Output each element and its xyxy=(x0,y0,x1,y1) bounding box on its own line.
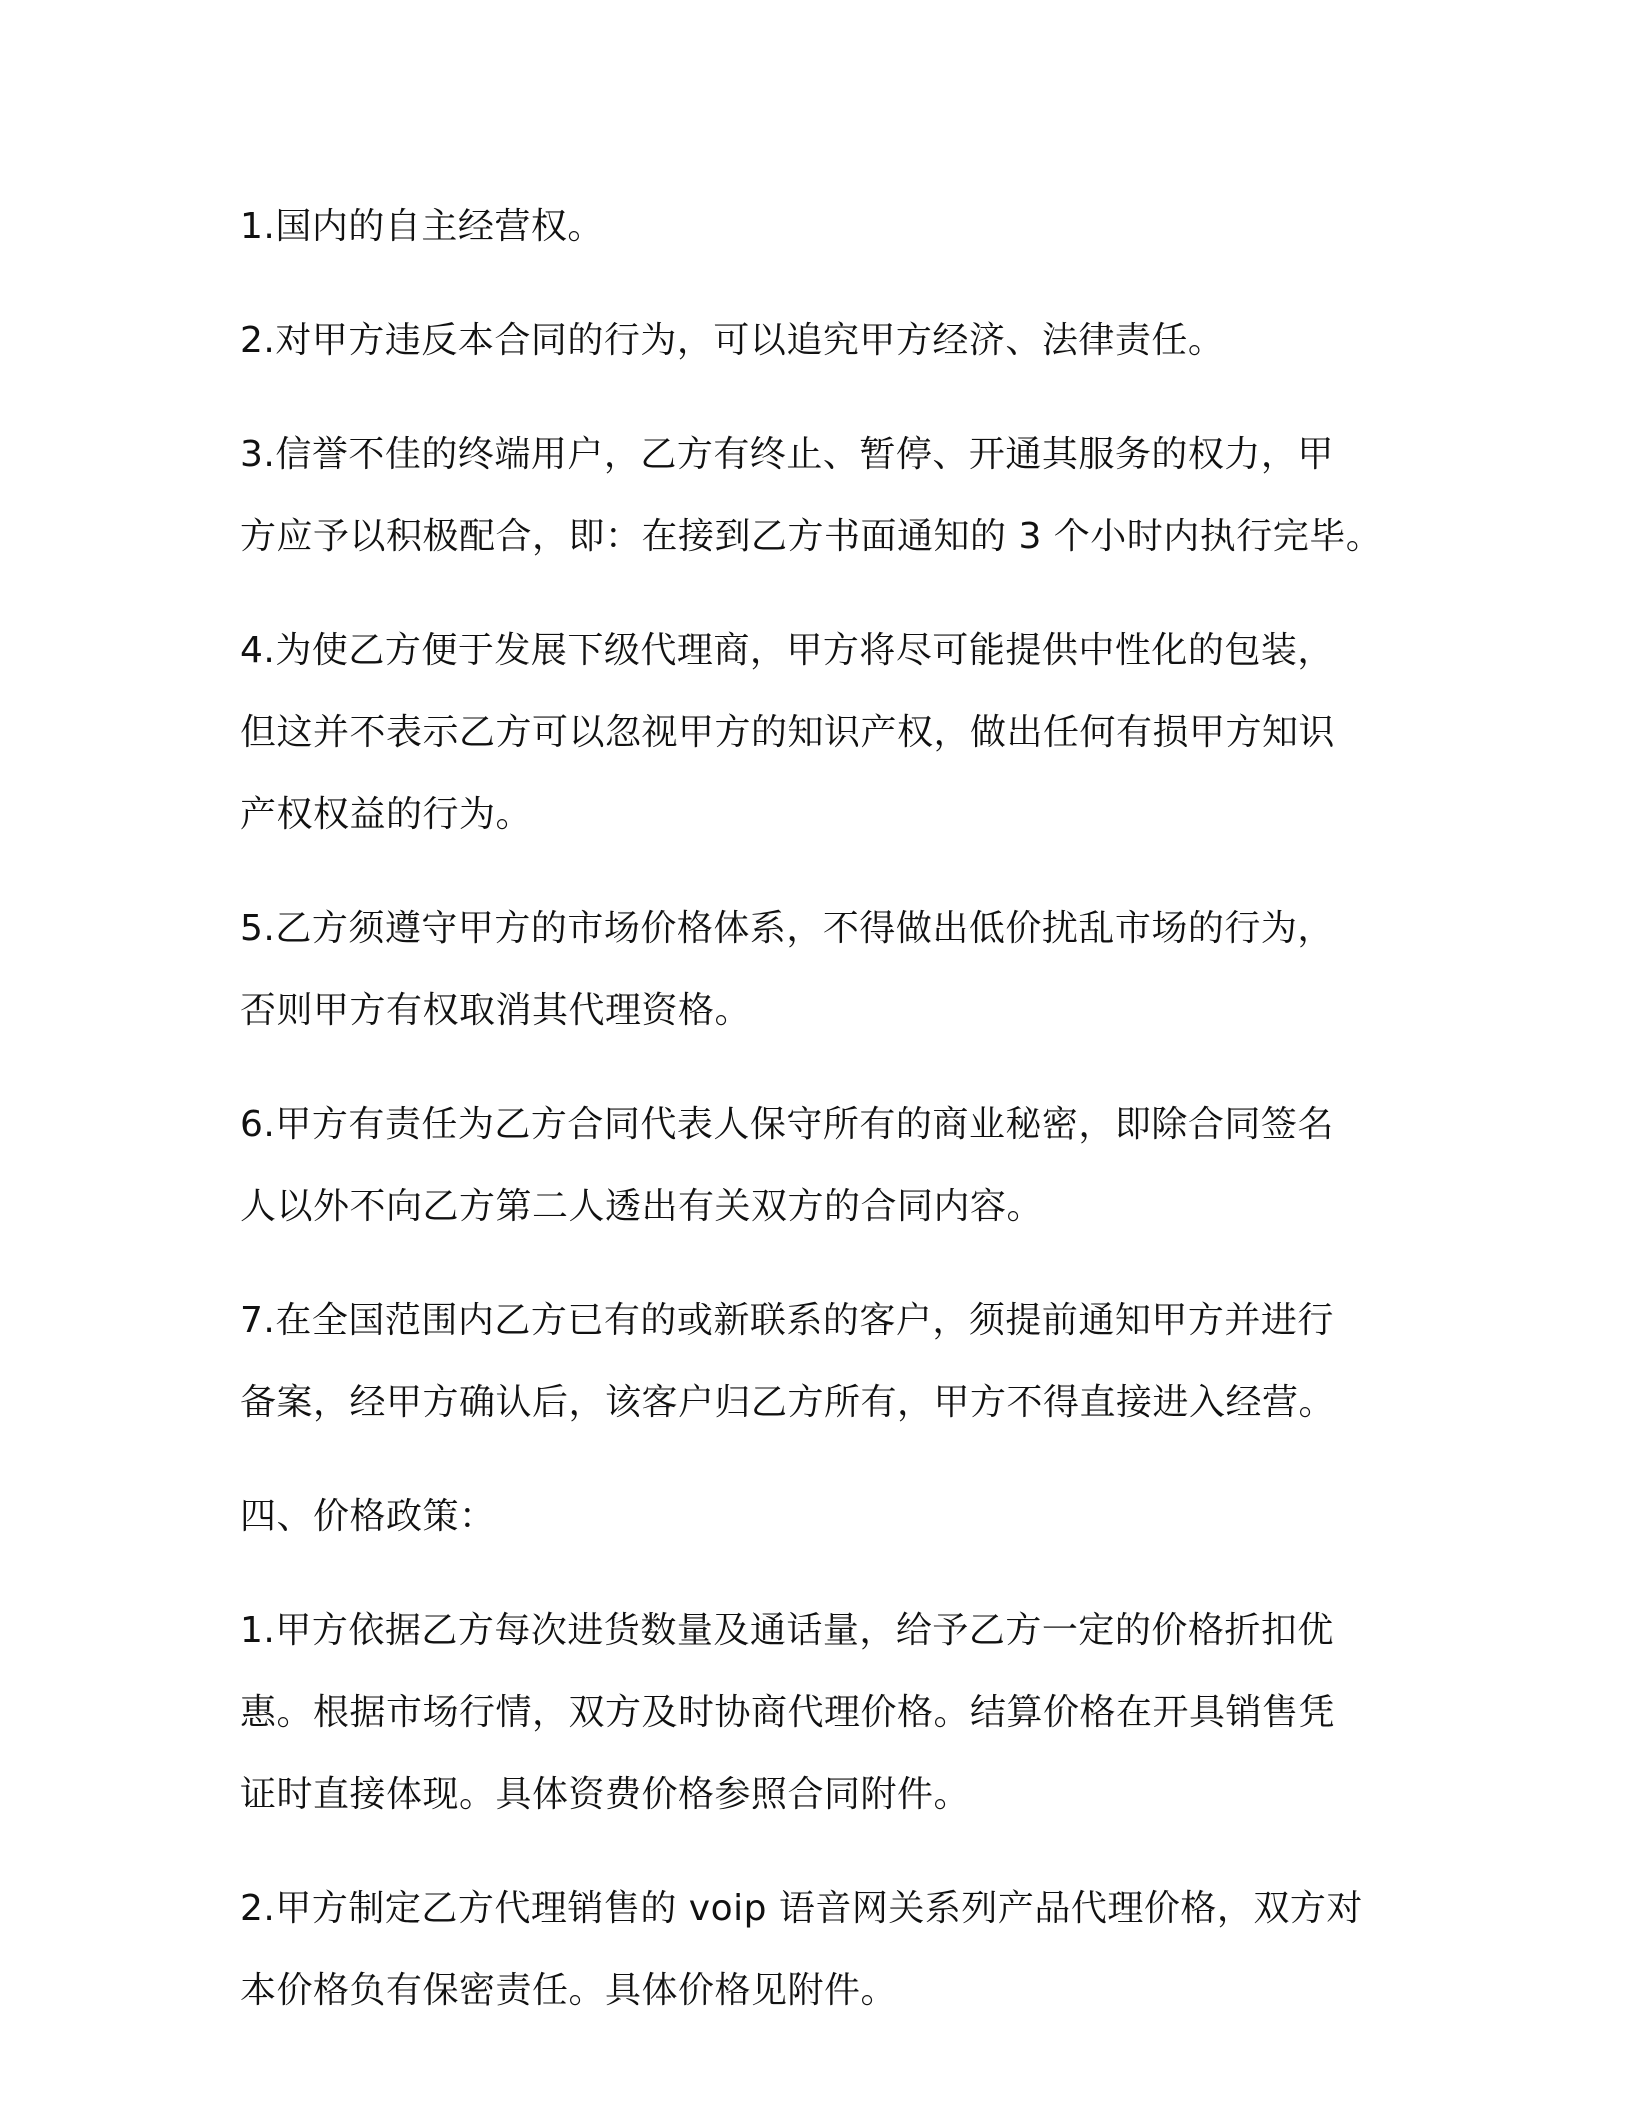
clause-4-line-2: 但这并不表示乙方可以忽视甲方的知识产权，做出任何有损甲方知识 xyxy=(240,712,1336,753)
clause-2-line-1: 2.对甲方违反本合同的行为，可以追究甲方经济、法律责任。 xyxy=(240,320,1225,361)
clause-5-line-2: 否则甲方有权取消其代理资格。 xyxy=(240,990,752,1031)
clause-7-line-2: 备案，经甲方确认后，该客户归乙方所有，甲方不得直接进入经营。 xyxy=(240,1382,1336,1423)
clause-6 xyxy=(240,1084,1400,1248)
clause-4-line-3: 产权权益的行为。 xyxy=(240,794,533,835)
pricing-clause-2-line-1: 2.甲方制定乙方代理销售的 voip 语音网关系列产品代理价格，双方对 xyxy=(240,1888,1363,1929)
pricing-clause-1-line-1: 1.甲方依据乙方每次进货数量及通话量，给予乙方一定的价格折扣优 xyxy=(240,1610,1334,1651)
pricing-clause-1 xyxy=(240,1590,1400,1836)
pricing-clause-2 xyxy=(240,1868,1400,2032)
clause-6-line-1: 6.甲方有责任为乙方合同代表人保守所有的商业秘密，即除合同签名 xyxy=(240,1104,1334,1145)
clause-6-line-2: 人以外不向乙方第二人透出有关双方的合同内容。 xyxy=(240,1186,1044,1227)
clause-5-line-1: 5.乙方须遵守甲方的市场价格体系，不得做出低价扰乱市场的行为， xyxy=(240,908,1334,949)
clause-7 xyxy=(240,1280,1400,1444)
clause-1-line-1: 1.国内的自主经营权。 xyxy=(240,206,604,247)
clause-3-line-1: 3.信誉不佳的终端用户，乙方有终止、暂停、开通其服务的权力，甲 xyxy=(240,434,1334,475)
clause-7-line-1: 7.在全国范围内乙方已有的或新联系的客户，须提前通知甲方并进行 xyxy=(240,1300,1334,1341)
document-body xyxy=(240,186,1400,2064)
clause-3-line-2: 方应予以积极配合，即：在接到乙方书面通知的 3 个小时内执行完毕。 xyxy=(240,516,1383,557)
clause-2 xyxy=(240,300,1400,382)
clause-1 xyxy=(240,186,1400,268)
clause-4 xyxy=(240,610,1400,856)
pricing-clause-1-line-2: 惠。根据市场行情，双方及时协商代理价格。结算价格在开具销售凭 xyxy=(240,1692,1336,1733)
clause-5 xyxy=(240,888,1400,1052)
section-heading-pricing-policy: 四、价格政策： xyxy=(240,1496,496,1537)
clause-4-line-1: 4.为使乙方便于发展下级代理商，甲方将尽可能提供中性化的包装， xyxy=(240,630,1334,671)
pricing-clause-1-line-3: 证时直接体现。具体资费价格参照合同附件。 xyxy=(240,1774,971,1815)
pricing-clause-2-line-2: 本价格负有保密责任。具体价格见附件。 xyxy=(240,1970,898,2011)
clause-3 xyxy=(240,414,1400,578)
